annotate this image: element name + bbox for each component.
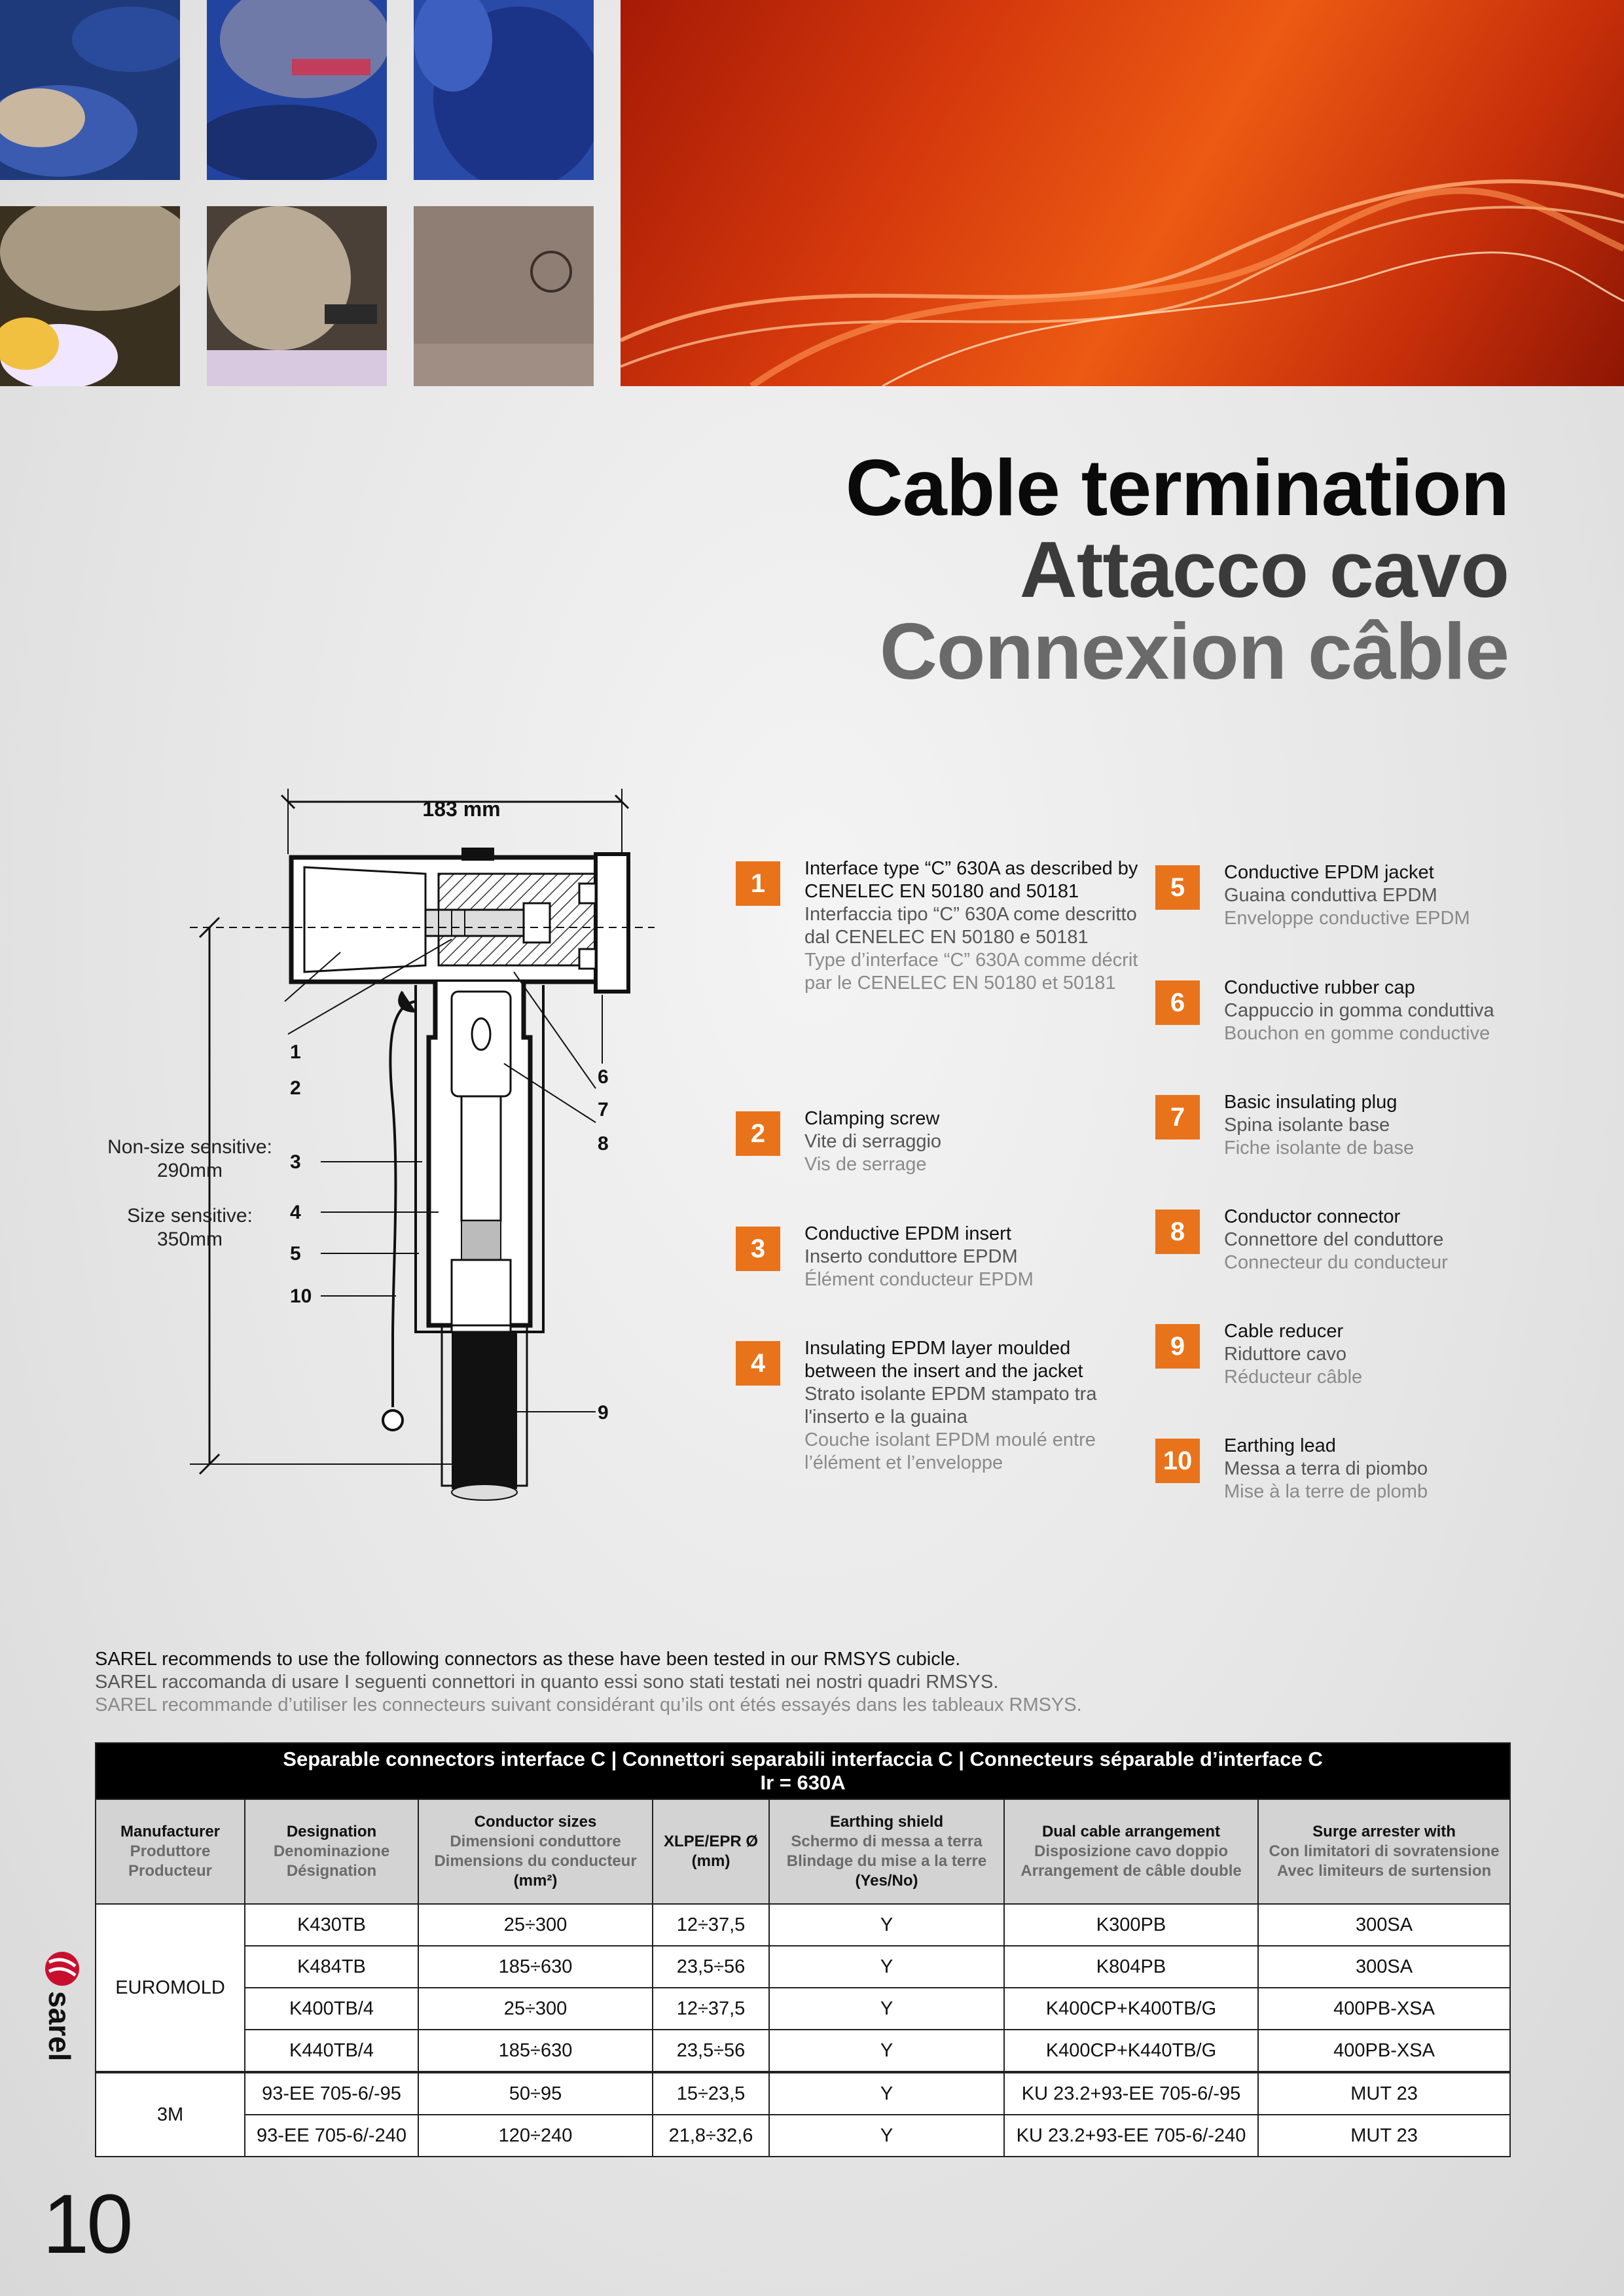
legend-6-en: Conductive rubber cap — [1224, 977, 1415, 998]
header-designation-it: Denominazione — [273, 1842, 390, 1860]
table-row — [96, 2115, 1510, 2157]
earthing-cell: Y — [769, 1988, 1004, 2030]
header-banner — [0, 0, 1624, 386]
xlpe-cell: 21,8÷32,6 — [653, 2115, 769, 2157]
photo-tile-blue-suit — [414, 0, 594, 180]
table-row — [96, 2030, 1510, 2072]
callout-5: 5 — [290, 1243, 301, 1265]
surge-arrester-cell: 400PB-XSA — [1258, 2030, 1510, 2072]
header-dual-cable — [1004, 1799, 1258, 1904]
legend-2-fr: Vis de serrage — [804, 1154, 927, 1175]
header-designation-en: Designation — [286, 1823, 377, 1840]
legend-2-en: Clamping screw — [804, 1108, 940, 1129]
legend-badge-1: 1 — [736, 861, 780, 906]
legend-10-fr: Mise à la terre de plomb — [1224, 1481, 1428, 1502]
table-row — [96, 1946, 1510, 1988]
earthing-cell: Y — [769, 1904, 1004, 1946]
header-xlpe-en: XLPE/EPR Ø — [663, 1833, 759, 1850]
surge-arrester-cell: 300SA — [1258, 1904, 1510, 1946]
dimension-183mm: 183 mm — [422, 797, 501, 821]
header-earthing-fr: Blindage du mise a la terre — [786, 1852, 987, 1870]
earthing-cell: Y — [769, 1946, 1004, 1988]
header-designation — [245, 1799, 418, 1904]
table-row — [96, 1904, 1510, 1946]
table-row — [96, 2072, 1510, 2115]
header-manufacturer-it: Produttore — [130, 1842, 211, 1860]
page-title-french: Connexion câble — [879, 607, 1509, 696]
sarel-logo — [36, 1950, 88, 2068]
designation-cell: K484TB — [245, 1946, 418, 1988]
earthing-cell: Y — [769, 2030, 1004, 2072]
legend-4-en: Insulating EPDM layer moulded between the insert and the jacket — [804, 1338, 1083, 1382]
sarel-logo-text: sarel — [43, 1991, 77, 2062]
conductor-size-cell: 25÷300 — [418, 1904, 653, 1946]
designation-cell: 93-EE 705-6/-240 — [245, 2115, 418, 2157]
dual-cable-cell: K400CP+K440TB/G — [1004, 2030, 1258, 2072]
legend-7-fr: Fiche isolante de base — [1224, 1138, 1415, 1158]
legend-4-it: Strato isolante EPDM stampato tra l'inserto e la guaina — [804, 1384, 1097, 1427]
legend-7-it: Spina isolante base — [1224, 1115, 1390, 1136]
orange-abstract-banner — [621, 0, 1624, 386]
page-title-english: Cable termination — [845, 443, 1509, 532]
header-conductor-fr: Dimensions du conducteur — [434, 1852, 637, 1870]
legend-3-fr: Élément conducteur EPDM — [804, 1269, 1034, 1290]
legend-4-fr: Couche isolant EPDM moulé entre l’élément et l’enveloppe — [804, 1429, 1096, 1473]
legend-3-en: Conductive EPDM insert — [804, 1223, 1011, 1244]
table-row — [96, 1988, 1510, 2030]
header-manufacturer — [96, 1799, 245, 1904]
header-dual-en: Dual cable arrangement — [1041, 1823, 1221, 1840]
photo-tile-welding-mask — [207, 0, 387, 180]
legend-1-fr: Type d’interface “C” 630A comme décrit par le CENELEC EN 50180 et 50181 — [804, 950, 1138, 994]
photo-tile-gloved-hand — [207, 206, 387, 386]
header-xlpe — [653, 1799, 769, 1904]
sarel-logo-icon — [36, 1950, 88, 2068]
legend-9-en: Cable reducer — [1224, 1321, 1344, 1342]
callout-1: 1 — [290, 1041, 301, 1063]
dual-cable-cell: KU 23.2+93-EE 705-6/-95 — [1004, 2072, 1258, 2115]
header-conductor-it: Dimensioni conduttore — [450, 1833, 621, 1850]
dual-cable-cell: K804PB — [1004, 1946, 1258, 1988]
header-earthing-shield — [769, 1799, 1004, 1904]
legend-6-fr: Bouchon en gomme conductive — [1224, 1023, 1490, 1044]
header-manufacturer-en: Manufacturer — [120, 1823, 221, 1840]
surge-arrester-cell: 300SA — [1258, 1946, 1510, 1988]
header-conductor-sizes — [418, 1799, 653, 1904]
legend-5-en: Conductive EPDM jacket — [1224, 862, 1434, 883]
photo-tile-metal-plate — [414, 206, 594, 386]
callout-10: 10 — [290, 1285, 312, 1307]
legend-6-it: Cappuccio in gomma conduttiva — [1224, 1000, 1494, 1021]
callout-4: 4 — [290, 1202, 301, 1223]
conductor-size-cell: 120÷240 — [418, 2115, 653, 2157]
legend-badge-4: 4 — [736, 1341, 780, 1386]
dual-cable-cell: K300PB — [1004, 1904, 1258, 1946]
legend-badge-3: 3 — [736, 1227, 780, 1271]
legend-3-it: Inserto conduttore EPDM — [804, 1246, 1018, 1267]
manufacturer-cell: EUROMOLD — [96, 1904, 245, 2072]
header-surge-fr: Avec limiteurs de surtension — [1276, 1862, 1492, 1880]
earthing-cell: Y — [769, 2072, 1004, 2115]
recommendation-fr: SAREL recommande d’utiliser les connecteurs suivant considérant qu’ils ont étés essayés dans les tableaux RMSYS. — [95, 1695, 1082, 1715]
legend-badge-8: 8 — [1155, 1210, 1200, 1254]
header-earthing-en: Earthing shield — [829, 1813, 944, 1831]
designation-cell: K400TB/4 — [245, 1988, 418, 2030]
legend-9-it: Riduttore cavo — [1224, 1344, 1346, 1365]
size-sensitive-title: Size sensitive: — [127, 1205, 253, 1227]
legend-10-it: Messa a terra di piombo — [1224, 1458, 1428, 1479]
legend-badge-6: 6 — [1155, 980, 1200, 1025]
photo-tile-welding-sparks — [0, 206, 180, 386]
designation-cell: K440TB/4 — [245, 2030, 418, 2072]
dual-cable-cell: K400CP+K400TB/G — [1004, 1988, 1258, 2030]
manufacturer-cell: 3M — [96, 2072, 245, 2157]
legend-5-fr: Enveloppe conductive EPDM — [1224, 908, 1470, 929]
conductor-size-cell: 25÷300 — [418, 1988, 653, 2030]
legend-badge-9: 9 — [1155, 1324, 1200, 1369]
legend-9-fr: Réducteur câble — [1224, 1367, 1363, 1388]
surge-arrester-cell: 400PB-XSA — [1258, 1988, 1510, 2030]
header-conductor-unit: (mm²) — [513, 1872, 558, 1890]
recommendation-text — [95, 1648, 1535, 1717]
non-size-sensitive-label — [98, 1136, 281, 1183]
legend-5-it: Guaina conduttiva EPDM — [1224, 885, 1437, 906]
header-dual-it: Disposizione cavo doppio — [1034, 1842, 1229, 1860]
xlpe-cell: 23,5÷56 — [653, 2030, 769, 2072]
callout-7: 7 — [598, 1099, 609, 1121]
recommendation-it: SAREL raccomanda di usare I seguenti connettori in quanto essi sono stati testati nei nostri quadri RMSYS. — [95, 1672, 999, 1693]
header-surge-en: Surge arrester with — [1312, 1823, 1456, 1840]
legend-1-en: Interface type “C” 630A as described by CENELEC EN 50180 and 50181 — [804, 858, 1138, 902]
header-earthing-unit: (Yes/No) — [855, 1872, 918, 1890]
legend-badge-2: 2 — [736, 1111, 780, 1156]
xlpe-cell: 12÷37,5 — [653, 1988, 769, 2030]
connectors-table — [95, 1742, 1511, 2157]
header-dual-fr: Arrangement de câble double — [1020, 1862, 1242, 1880]
conductor-size-cell: 185÷630 — [418, 2030, 653, 2072]
table-caption — [96, 1743, 1510, 1799]
size-sensitive-label — [98, 1204, 281, 1251]
table-caption-line2: Ir = 630A — [760, 1771, 846, 1794]
callout-3: 3 — [290, 1151, 301, 1173]
xlpe-cell: 15÷23,5 — [653, 2072, 769, 2115]
callout-2: 2 — [290, 1077, 301, 1099]
conductor-size-cell: 185÷630 — [418, 1946, 653, 1988]
header-conductor-en: Conductor sizes — [474, 1813, 597, 1831]
callout-6: 6 — [598, 1066, 609, 1088]
size-sensitive-value: 350mm — [156, 1229, 223, 1250]
header-earthing-it: Schermo di messa a terra — [791, 1833, 983, 1850]
photo-tile-worker-gloves — [0, 0, 180, 180]
header-surge-it: Con limitatori di sovratensione — [1269, 1842, 1500, 1860]
legend-8-it: Connettore del conduttore — [1224, 1229, 1444, 1250]
legend-7-en: Basic insulating plug — [1224, 1092, 1398, 1113]
legend-1-it: Interfaccia tipo “C” 630A come descritto dal CENELEC EN 50180 e 50181 — [804, 904, 1137, 948]
dual-cable-cell: KU 23.2+93-EE 705-6/-240 — [1004, 2115, 1258, 2157]
designation-cell: 93-EE 705-6/-95 — [245, 2072, 418, 2115]
xlpe-cell: 23,5÷56 — [653, 1946, 769, 1988]
header-manufacturer-fr: Producteur — [128, 1862, 212, 1880]
page-number: 10 — [43, 2178, 131, 2271]
designation-cell: K430TB — [245, 1904, 418, 1946]
legend-8-en: Conductor connector — [1224, 1206, 1401, 1227]
legend-badge-5: 5 — [1155, 865, 1200, 910]
header-xlpe-unit: (mm) — [691, 1852, 731, 1870]
legend-10-en: Earthing lead — [1224, 1435, 1336, 1456]
non-size-sensitive-title: Non-size sensitive: — [107, 1136, 272, 1158]
page-title-italian: Attacco cavo — [1019, 525, 1509, 614]
legend-8-fr: Connecteur du conducteur — [1224, 1252, 1448, 1273]
non-size-sensitive-value: 290mm — [156, 1160, 223, 1181]
legend-2-it: Vite di serraggio — [804, 1131, 942, 1152]
header-designation-fr: Désignation — [286, 1862, 377, 1880]
xlpe-cell: 12÷37,5 — [653, 1904, 769, 1946]
callout-8: 8 — [598, 1133, 609, 1155]
table-caption-line1: Separable connectors interface C | Connettori separabili interfaccia C | Connecteurs séparable d’interface C — [283, 1748, 1323, 1770]
earthing-cell: Y — [769, 2115, 1004, 2157]
legend-badge-7: 7 — [1155, 1095, 1200, 1139]
callout-9: 9 — [598, 1402, 609, 1424]
legend-badge-10: 10 — [1155, 1439, 1200, 1483]
conductor-size-cell: 50÷95 — [418, 2072, 653, 2115]
surge-arrester-cell: MUT 23 — [1258, 2115, 1510, 2157]
recommendation-en: SAREL recommends to use the following connectors as these have been tested in our RMSYS cubicle. — [95, 1649, 961, 1670]
surge-arrester-cell: MUT 23 — [1258, 2072, 1510, 2115]
header-surge-arrester — [1258, 1799, 1510, 1904]
